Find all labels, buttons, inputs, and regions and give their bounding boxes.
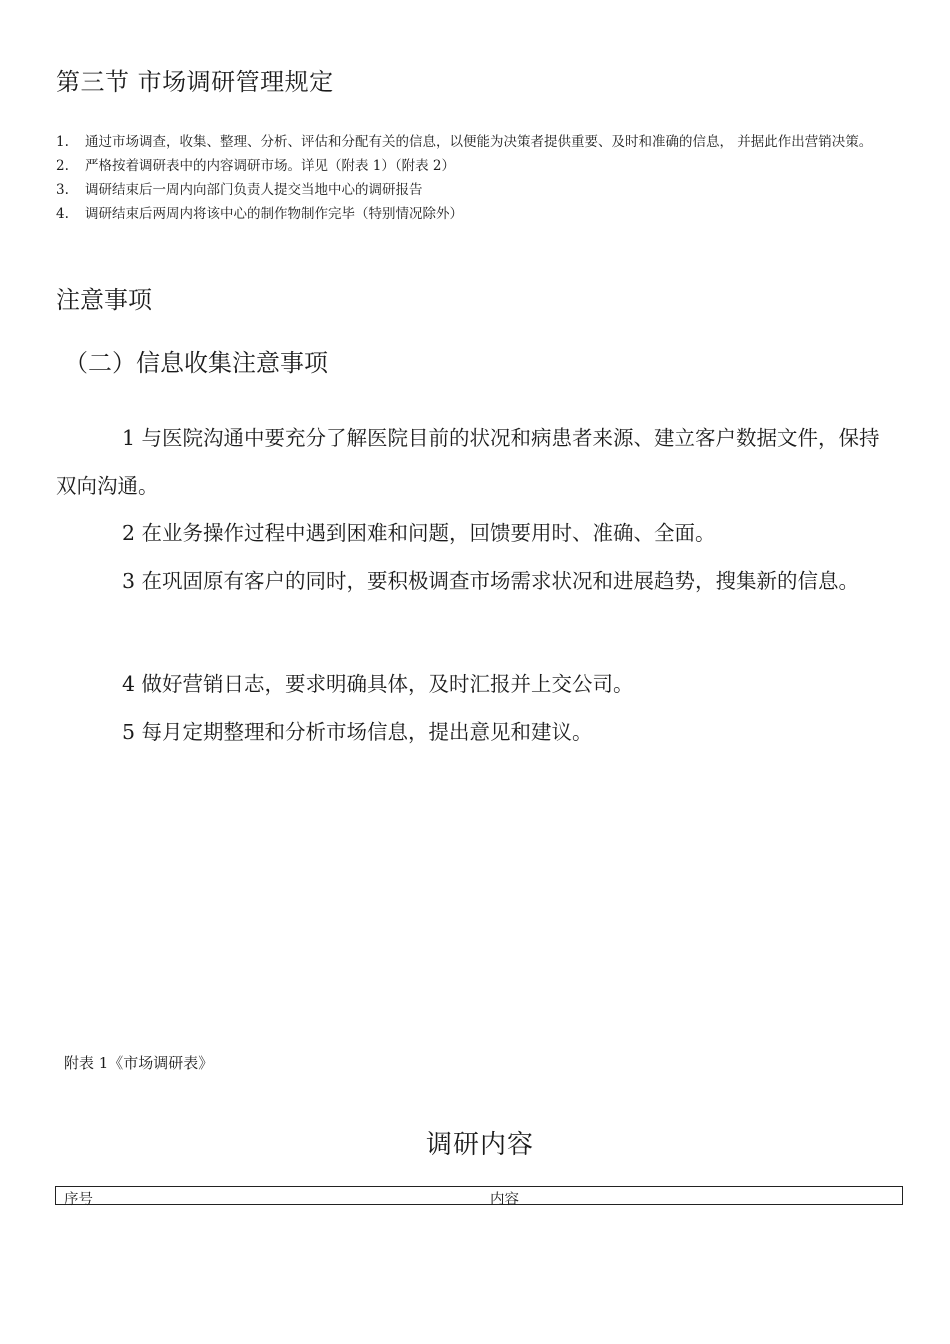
list-item-number: 4.	[56, 206, 69, 222]
survey-table-header-row	[55, 1186, 903, 1208]
list-item-text: 通过市场调查，收集、整理、分析、评估和分配有关的信息，以便能为决策者提供重要、及时和准确的信息， 并据此作出营销决策。	[85, 134, 873, 150]
section-title: 第三节 市场调研管理规定	[56, 68, 334, 96]
notes-heading: 注意事项	[56, 286, 152, 314]
note-paragraph: 5 每月定期整理和分析市场信息，提出意见和建议。	[122, 720, 593, 744]
list-item-text: 调研结束后一周内向部门负责人提交当地中心的调研报告	[85, 182, 423, 198]
list-item	[56, 178, 896, 202]
note-paragraph: 2 在业务操作过程中遇到困难和问题，回馈要用时、准确、全面。	[122, 521, 716, 545]
column-header-number: 序号	[64, 1192, 93, 1208]
list-item-text: 调研结束后两周内将该中心的制作物制作完毕（特别情况除外）	[85, 206, 463, 222]
note-paragraph: 3 在巩固原有客户的同时，要积极调查市场需求状况和进展趋势，搜集新的信息。	[122, 569, 860, 593]
appendix-label: 附表 1《市场调研表》	[64, 1054, 214, 1072]
list-item-number: 3.	[56, 182, 69, 198]
list-item-number: 1.	[56, 134, 69, 150]
info-collection-subheading: （二）信息收集注意事项	[64, 349, 328, 377]
list-item	[56, 130, 896, 154]
list-item	[56, 154, 896, 178]
list-item-number: 2.	[56, 158, 69, 174]
list-item	[56, 202, 896, 226]
note-paragraph: 1 与医院沟通中要充分了解医院目前的状况和病患者来源、建立客户数据文件，保持双向沟通。	[56, 426, 880, 498]
list-item-text: 严格按着调研表中的内容调研市场。详见（附表 1）（附表 2）	[85, 158, 456, 174]
table-title: 调研内容	[425, 1130, 534, 1160]
rules-list	[56, 130, 896, 226]
note-paragraph: 4 做好营销日志，要求明确具体，及时汇报并上交公司。	[122, 672, 634, 696]
column-header-content: 内容	[490, 1192, 519, 1208]
